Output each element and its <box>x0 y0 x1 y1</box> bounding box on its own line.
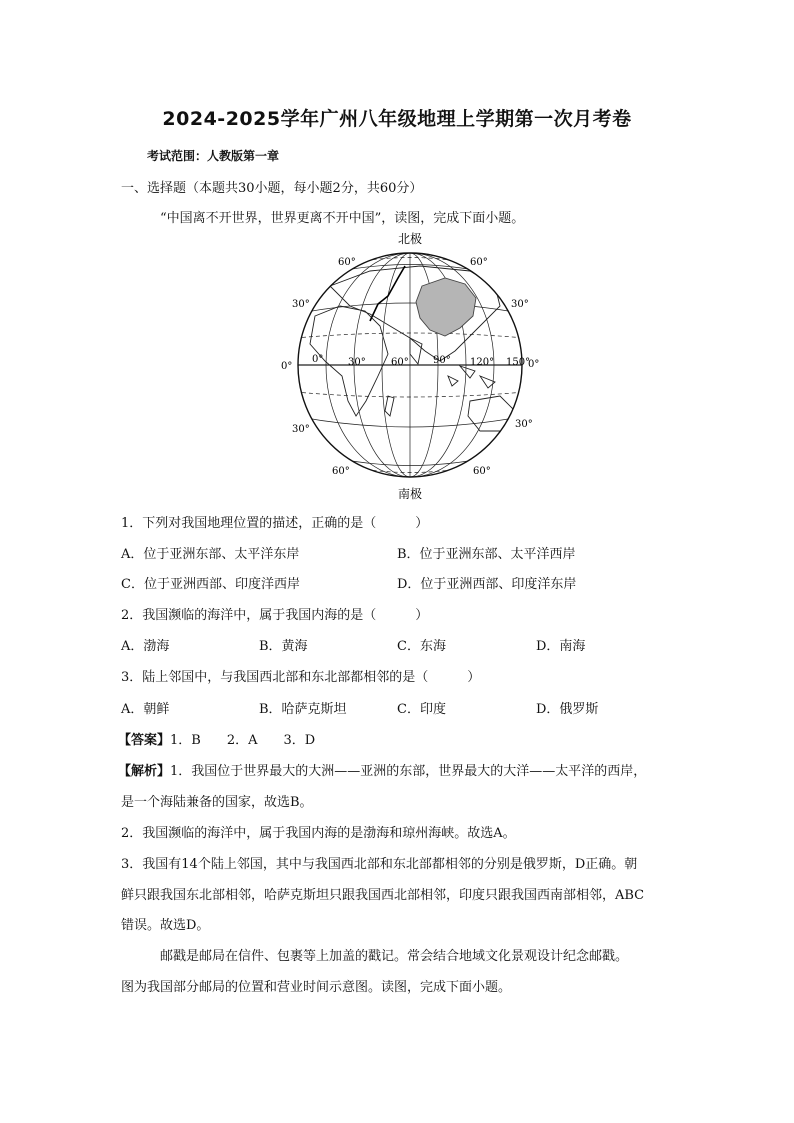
globe-map <box>270 226 550 504</box>
lat-label: 60° <box>332 466 350 477</box>
analysis-line-1: 【解析】1．我国位于世界最大的大洲——亚洲的东部，世界最大的大洋——太平洋的西岸， <box>118 764 647 779</box>
q3-option-a[interactable]: A．朝鲜 <box>121 702 170 717</box>
q2-option-d[interactable]: D．南海 <box>536 639 586 654</box>
analysis-line-3: 2．我国濒临的海洋中，属于我国内海的是渤海和琼州海峡。故选A。 <box>121 826 516 841</box>
lat-label: 60° <box>338 257 356 268</box>
q3-option-d[interactable]: D．俄罗斯 <box>536 702 599 717</box>
q2-option-a[interactable]: A．渤海 <box>121 639 170 654</box>
analysis-line-6: 错误。故选D。 <box>121 918 210 933</box>
se-asia-islands <box>448 366 495 388</box>
q3-option-b[interactable]: B．哈萨克斯坦 <box>259 702 347 717</box>
lat-label: 30° <box>511 299 529 310</box>
q1-option-a[interactable]: A．位于亚洲东部、太平洋东岸 <box>121 547 300 562</box>
south-pole-label: 南极 <box>397 487 423 501</box>
australia-outline <box>468 396 515 431</box>
lon-label: 120° <box>470 357 495 368</box>
answer-text: 1．B 2．A 3．D <box>170 733 316 748</box>
q1-option-c[interactable]: C．位于亚洲西部、印度洋西岸 <box>121 577 300 592</box>
q2-option-b[interactable]: B．黄海 <box>259 639 308 654</box>
north-pole-label: 北极 <box>397 232 423 246</box>
intro2-line-2: 图为我国部分邮局的位置和营业时间示意图。读图，完成下面小题。 <box>121 980 512 995</box>
answer-label: 【答案】 <box>118 733 171 748</box>
answer-line <box>118 729 315 748</box>
lon-label: 30° <box>348 357 366 368</box>
q3-option-c[interactable]: C．印度 <box>397 702 446 717</box>
lon-label: 0° <box>312 354 324 365</box>
section-heading: 一、选择题（本题共30小题，每小题2分，共60分） <box>121 181 423 196</box>
lat-label: 30° <box>515 419 533 430</box>
question-3-stem: 3．陆上邻国中，与我国西北部和东北部都相邻的是（ ） <box>121 670 481 685</box>
q2-option-c[interactable]: C．东海 <box>397 639 446 654</box>
madagascar-outline <box>385 396 394 416</box>
lon-label: 150° <box>506 357 531 368</box>
lat-label: 60° <box>473 466 491 477</box>
route-path <box>370 266 405 321</box>
lat-label: 60° <box>470 257 488 268</box>
lat-label: 0° <box>281 361 293 372</box>
analysis-label: 【解析】 <box>118 764 171 779</box>
india-outline <box>410 338 422 364</box>
lon-label: 60° <box>391 357 409 368</box>
page-title: 2024-2025学年广州八年级地理上学期第一次月考卷 <box>162 108 632 130</box>
lat-label: 30° <box>292 424 310 435</box>
question-1-stem: 1．下列对我国地理位置的描述，正确的是（ ） <box>121 516 429 531</box>
intro2-line-1: 邮戳是邮局在信件、包裹等上加盖的戳记。常会结合地域文化景观设计纪念邮戳。 <box>160 949 629 964</box>
question-2-stem: 2．我国濒临的海洋中，属于我国内海的是（ ） <box>121 608 429 623</box>
analysis-line-5: 鲜只跟我国东北部相邻，哈萨克斯坦只跟我国西北部相邻，印度只跟我国西南部相邻，ABC <box>121 888 645 903</box>
q1-option-b[interactable]: B．位于亚洲东部、太平洋西岸 <box>397 547 576 562</box>
lon-label: 90° <box>433 355 451 366</box>
lat-label: 30° <box>292 299 310 310</box>
analysis-line-4: 3．我国有14个陆上邻国，其中与我国西北部和东北部都相邻的分别是俄罗斯，D正确。朝 <box>121 857 638 872</box>
lat-label: 0° <box>528 359 540 370</box>
analysis-line-2: 是一个海陆兼备的国家，故选B。 <box>121 795 313 810</box>
exam-scope: 考试范围：人教版第一章 <box>147 149 280 163</box>
q1-option-d[interactable]: D．位于亚洲西部、印度洋东岸 <box>397 577 577 592</box>
intro-text: “中国离不开世界，世界更离不开中国”，读图，完成下面小题。 <box>160 211 525 226</box>
china-shape <box>416 278 476 336</box>
